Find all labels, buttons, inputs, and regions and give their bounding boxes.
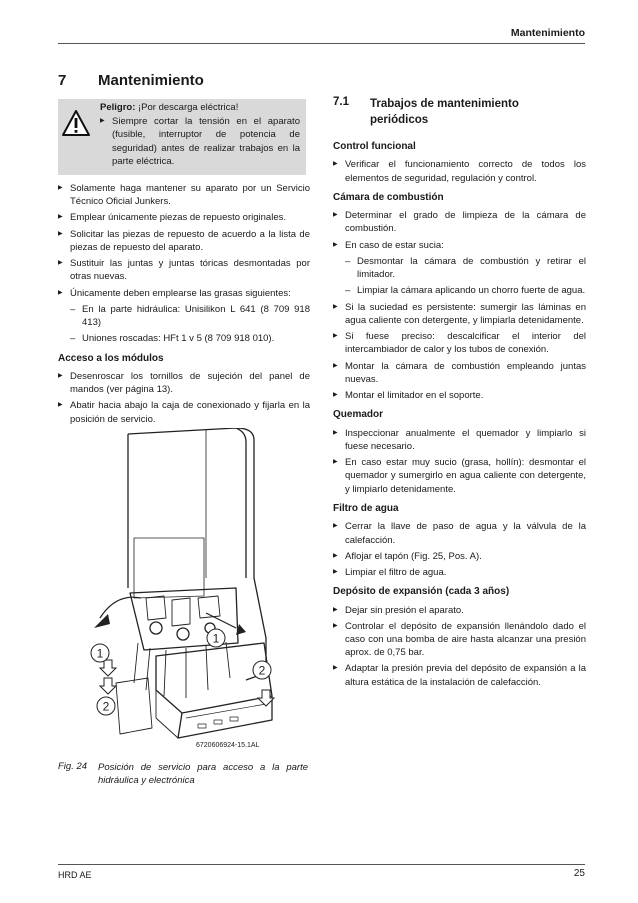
running-header: Mantenimiento bbox=[510, 27, 585, 39]
page-number: 25 bbox=[573, 868, 585, 879]
list-item: ▶ Abatir hacia abajo la caja de conexionado y fijarla en la posición de servicio. bbox=[58, 399, 310, 426]
sub-list-item: – Limpiar la cámara aplicando un chorro fuerte de agua. bbox=[333, 284, 586, 297]
header-rule bbox=[58, 43, 585, 44]
list-item: ▶ Únicamente deben emplearse las grasas siguientes: bbox=[58, 287, 310, 300]
callout-label: 2 bbox=[258, 663, 266, 678]
list-item: ▶ Desenroscar los tornillos de sujeción del panel de mandos (ver página 13). bbox=[58, 370, 310, 397]
list-item: ▶ Montar la cámara de combustión empleando juntas nuevas. bbox=[333, 360, 586, 387]
callout-label: 1 bbox=[96, 646, 104, 661]
left-column bbox=[58, 182, 310, 429]
list-item: ▶ Verificar el funcionamiento correcto de todos los elementos de seguridad, regulación y control. bbox=[333, 158, 586, 185]
filter-heading: Filtro de agua bbox=[333, 502, 399, 514]
burner-heading: Quemador bbox=[333, 409, 384, 421]
callout-label: 1 bbox=[212, 631, 220, 646]
list-item: ▶ Dejar sin presión el aparato. bbox=[333, 604, 586, 617]
list-item: ▶ Emplear únicamente piezas de repuesto originales. bbox=[58, 211, 310, 224]
warning-label: Peligro: bbox=[100, 102, 136, 113]
figure-caption-number: Fig. 24 bbox=[58, 761, 88, 772]
list-item: ▶ Controlar el depósito de expansión llenándolo dado el caso con una bomba de aire hasta alcanzar una presión aprox. de 0,75 bar. bbox=[333, 620, 586, 660]
list-item: ▶ Limpiar el filtro de agua. bbox=[333, 566, 586, 579]
list-item: ▶ Aflojar el tapón (Fig. 25, Pos. A). bbox=[333, 550, 586, 563]
callout-label: 2 bbox=[102, 699, 110, 714]
list-item: ▶ Si fuese preciso: descalcificar el interior del intercambiador de calor y los tubos de conexión. bbox=[333, 330, 586, 357]
grease-item: – En la parte hidráulica: Unisilikon L 641 (8 709 918 413) bbox=[58, 303, 310, 330]
list-item: ▶ Adaptar la presión previa del depósito de expansión a la altura estática de la instalación de calefacción. bbox=[333, 662, 586, 689]
warning-triangle-icon bbox=[62, 110, 90, 136]
list-item: ▶ Inspeccionar anualmente el quemador y limpiarlo si fuese necesario. bbox=[333, 427, 586, 454]
right-column bbox=[333, 140, 586, 692]
expansion-tank-heading: Depósito de expansión (cada 3 años) bbox=[333, 586, 510, 598]
list-item: ▶ Montar el limitador en el soporte. bbox=[333, 389, 586, 402]
list-item: ▶ Cerrar la llave de paso de agua y la válvula de la calefacción. bbox=[333, 520, 586, 547]
access-heading: Acceso a los módulos bbox=[58, 352, 164, 364]
list-item: ▶ En caso estar muy sucio (grasa, hollín): desmontar el quemador y sumergirlo en agua caliente con detergente, y limpiarlo detenidamente. bbox=[333, 456, 586, 496]
subsection-title: Trabajos de mantenimiento periódicos bbox=[370, 98, 519, 126]
grease-item: – Uniones roscadas: HFt 1 v 5 (8 709 918 010). bbox=[58, 332, 310, 345]
list-item: ▶ Solamente haga mantener su aparato por un Servicio Técnico Oficial Junkers. bbox=[58, 182, 310, 209]
footer-model: HRD AE bbox=[58, 870, 92, 880]
footer-rule bbox=[58, 864, 585, 865]
figure-caption: Posición de servicio para acceso a la parte hidráulica y electrónica bbox=[98, 762, 308, 787]
control-heading: Control funcional bbox=[333, 141, 416, 152]
section-title: Mantenimiento bbox=[98, 72, 204, 89]
figure-code: 6720606924-15.1AL bbox=[196, 742, 260, 749]
list-item: ▶ Determinar el grado de limpieza de la cámara de combustión. bbox=[333, 209, 586, 236]
list-item: ▶ Sustituir las juntas y juntas tóricas desmontadas por otras nuevas. bbox=[58, 257, 310, 284]
list-item: ▶ Solicitar las piezas de repuesto de acuerdo a la lista de piezas de repuesto del aparato. bbox=[58, 228, 310, 255]
boiler-service-position-figure bbox=[86, 428, 304, 758]
chamber-heading: Cámara de combustión bbox=[333, 191, 444, 203]
subsection-number: 7.1 bbox=[333, 96, 349, 108]
warning-message: ¡Por descarga eléctrica! bbox=[138, 102, 239, 113]
section-number: 7 bbox=[58, 72, 67, 89]
warning-bullet: ▶ Siempre cortar la tensión en el aparato (fusible, interruptor de potencia de seguridad) antes de realizar trabajos en la parte eléctrica. bbox=[100, 115, 300, 169]
list-item: ▶ En caso de estar sucia: bbox=[333, 239, 586, 252]
list-item: ▶ Si la suciedad es persistente: sumergir las láminas en agua caliente con detergente, y limpiarla detenidamente. bbox=[333, 301, 586, 328]
warning-text bbox=[100, 101, 300, 169]
sub-list-item: – Desmontar la cámara de combustión y retirar el limitador. bbox=[333, 255, 586, 282]
